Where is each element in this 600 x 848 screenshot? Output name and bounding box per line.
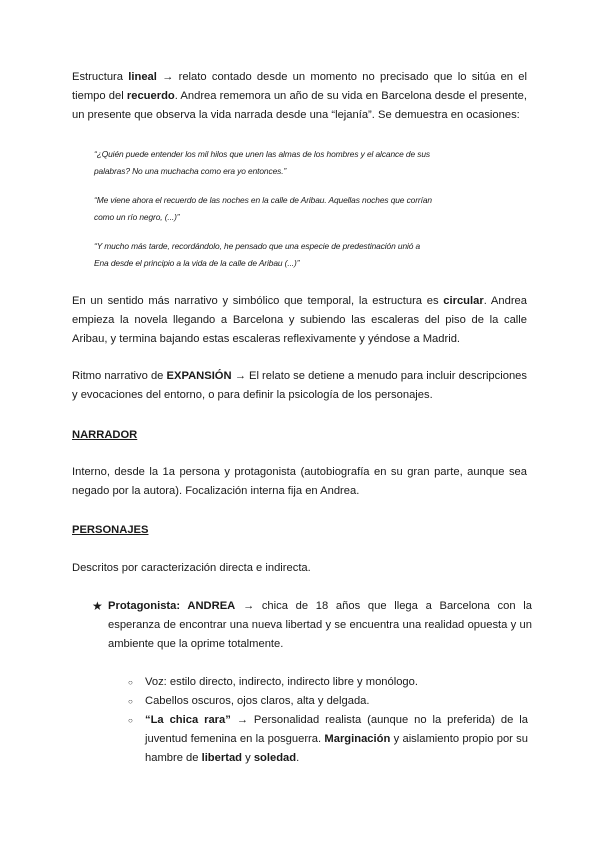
- structure-line-3: un presente que observa la vida narrada desde una “lejanía”. Se demuestra en ocasiones:: [72, 109, 520, 121]
- voz-text: Voz: estilo directo, indirecto, indirecto libre y monólogo.: [145, 676, 418, 688]
- marginacion-keyword: Marginación: [324, 733, 391, 745]
- sub-list-item-cabellos: [128, 692, 528, 711]
- cabellos-text: Cabellos oscuros, ojos claros, alta y delgada.: [145, 695, 370, 707]
- protagonist-text: Protagonista: ANDREA → chica de 18 años que llega a Barcelona con la esperanza de encontrar una nueva libertad y se encuentra una realidad opuesta y un ambiente que la oprime totalmente.: [108, 600, 532, 650]
- lineal-keyword: lineal: [128, 71, 157, 83]
- circle-bullet-icon: ○: [128, 697, 133, 706]
- personajes-intro: Descritos por caracterización directa e indirecta.: [72, 562, 311, 574]
- circular-paragraph: En un sentido más narrativo y simbólico que temporal, la estructura es circular. Andrea empieza la novela llegando a Barcelona y subiendo las escaleras del piso de la calle Aribau, y termina bajando estas escaleras reflexivamente y yéndose a Madrid.: [72, 295, 527, 345]
- quote-2: “Me viene ahora el recuerdo de las noches en la calle de Aribau. Aquellas noches que corrían como un río negro, (...)”: [94, 195, 432, 222]
- quote-3: “Y mucho más tarde, recordándolo, he pensado que una especie de predestinación unió a Ena desde el principio a la vida de la calle de Aribau (...)”: [94, 241, 421, 268]
- circle-bullet-icon: ○: [128, 678, 133, 687]
- protagonist-label: Protagonista: ANDREA: [108, 600, 236, 612]
- expansion-keyword: EXPANSIÓN: [166, 370, 232, 382]
- personajes-heading: PERSONAJES: [72, 524, 149, 536]
- structure-paragraph: [72, 68, 527, 125]
- circle-bullet-icon: ○: [128, 716, 133, 725]
- soledad-keyword: soledad: [253, 752, 297, 764]
- libertad-keyword: libertad: [201, 752, 243, 764]
- structure-line-1: Estructura lineal → relato contado desde un momento no precisado que lo sitúa en el: [72, 71, 528, 83]
- ritmo-paragraph: Ritmo narrativo de EXPANSIÓN → El relato se detiene a menudo para incluir descripciones y evocaciones del entorno, o para definir la psicología de los personajes.: [72, 370, 527, 401]
- chica-rara-label: “La chica rara”: [145, 714, 231, 726]
- structure-line-2: tiempo del recuerdo. Andrea rememora un año de su vida en Barcelona desde el presente,: [72, 90, 527, 102]
- narrador-paragraph: Interno, desde la 1a persona y protagonista (autobiografía en su gran parte, aunque sea negado por la autora). Focalización interna fija en Andrea.: [72, 466, 527, 497]
- chica-rara-text: “La chica rara” → Personalidad realista (aunque no la preferida) de la juventud femenina en la posguerra. Marginación y aislamiento propio por su hambre de libertad y soledad.: [145, 714, 529, 764]
- quote-1: “¿Quién puede entender los mil hilos que unen las almas de los hombres y el alcance de sus palabras? No una muchacha como era yo entonces.”: [94, 149, 430, 176]
- star-bullet-icon: ★: [92, 599, 103, 613]
- narrador-heading: NARRADOR: [72, 429, 138, 441]
- protagonist-list-item: [92, 597, 532, 654]
- sub-list-item-voz: [128, 673, 528, 692]
- circular-keyword: circular: [443, 295, 484, 307]
- sub-list-item-chica-rara: [128, 711, 528, 768]
- recuerdo-keyword: recuerdo: [126, 90, 175, 102]
